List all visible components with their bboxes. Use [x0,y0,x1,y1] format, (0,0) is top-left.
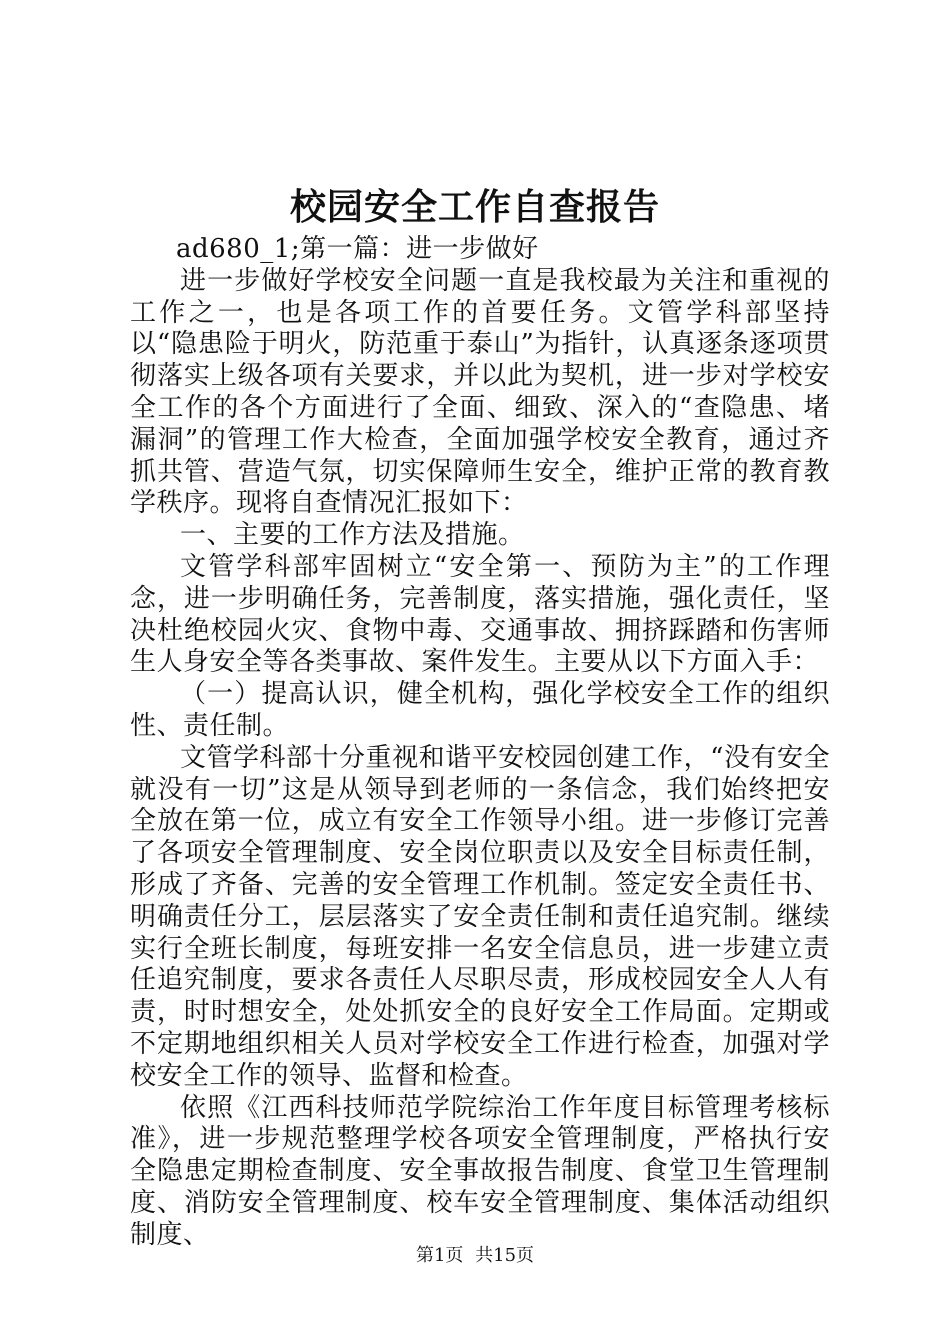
page-footer [0,1244,950,1268]
document-body [130,234,830,1252]
subsection-heading: （一）提高认识，健全机构，强化学校安全工作的组织性、责任制。 [130,679,830,741]
paragraph-intro: ad680_1;第一篇：进一步做好 [176,234,539,264]
paragraph: 文管学科部十分重视和谐平安校园创建工作，“没有安全就没有一切”这是从领导到老师的一条信念，我们始终把安全放在第一位，成立有安全工作领导小组。进一步修订完善了各项安全管理制度、安全岗位职责以及安全目标责任制，形成了齐备、完善的安全管理工作机制。签定安全责任书、明确责任分工，层层落实了安全责任制和责任追究制。继续实行全班长制度，每班安排一名安全信息员，进一步建立责任追究制度，要求各责任人尽职尽责，形成校园安全人人有责，时时想安全，处处抓安全的良好安全工作局面。定期或不定期地组织相关人员对学校安全工作进行检查，加强对学校安全工作的领导、监督和检查。 [130,742,830,1091]
page-total: 共15页 [475,1245,535,1266]
section-heading: 一、主要的工作方法及措施。 [180,520,525,551]
document-title: 校园安全工作自查报告 [289,186,660,228]
paragraph: 进一步做好学校安全问题一直是我校最为关注和重视的工作之一，也是各项工作的首要任务。文管学科部坚持以“隐患险于明火，防范重于泰山”为指针，认真逐条逐项贯彻落实上级各项有关要求，并以此为契机，进一步对学校安全工作的各个方面进行了全面、细致、深入的“查隐患、堵漏洞”的管理工作大检查，全面加强学校安全教育，通过齐抓共管、营造气氛，切实保障师生安全，维护正常的教育教学秩序。现将自查情况汇报如下： [130,265,830,519]
page-number: 第1页 [415,1245,464,1266]
paragraph: 依照《江西科技师范学院综治工作年度目标管理考核标准》，进一步规范整理学校各项安全管理制度，严格执行安全隐患定期检查制度、安全事故报告制度、食堂卫生管理制度、消防安全管理制度、校车安全管理制度、集体活动组织制度、 [130,1092,830,1250]
paragraph: 文管学科部牢固树立“安全第一、预防为主”的工作理念，进一步明确任务，完善制度，落实措施，强化责任，坚决杜绝校园火灾、食物中毒、交通事故、拥挤踩踏和伤害师生人身安全等各类事故、案件发生。主要从以下方面入手： [130,551,830,678]
